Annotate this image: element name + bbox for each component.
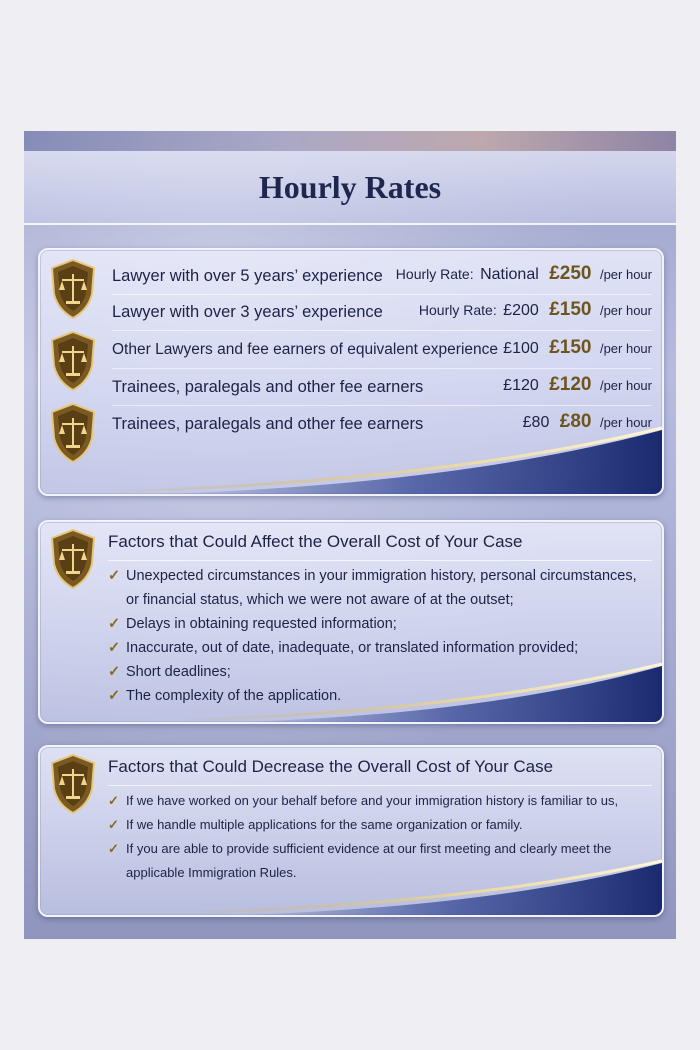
list-item <box>108 640 578 656</box>
rate-value-2: £250 <box>549 263 592 284</box>
scales-shield-icon <box>50 753 96 815</box>
rate-row <box>112 258 652 295</box>
check-icon: ✓ <box>108 664 121 680</box>
per-hour-label: /per hour <box>599 341 652 356</box>
rate-value-2: £150 <box>549 299 592 320</box>
item-text: If we handle multiple applications for the same organization or family. <box>126 817 523 832</box>
item-text: Unexpected circumstances in your immigration history, personal circumstances, <box>126 568 637 584</box>
decrease-heading: Factors that Could Decrease the Overall Cost of Your Case <box>108 757 554 776</box>
rate-values <box>501 337 652 359</box>
rate-values <box>521 411 652 433</box>
hourly-rate-label: Hourly Rate: <box>395 266 474 282</box>
page-title: Hourly Rates <box>258 169 442 205</box>
rate-value-2: £150 <box>549 337 592 358</box>
poster <box>24 131 676 939</box>
per-hour-label: /per hour <box>599 303 652 318</box>
item-text: Short deadlines; <box>126 664 231 680</box>
check-icon: ✓ <box>108 793 119 808</box>
rate-values <box>419 299 652 321</box>
rate-row <box>112 406 652 442</box>
list-item <box>108 568 637 584</box>
rates-panel <box>38 248 664 496</box>
list-item <box>108 793 618 809</box>
divider <box>108 785 652 786</box>
list-item <box>108 841 611 857</box>
rate-value-1: £120 <box>503 377 539 394</box>
affect-heading: Factors that Could Affect the Overall Cost of Your Case <box>108 532 523 551</box>
scales-shield-icon <box>50 330 96 392</box>
list-item-continuation <box>108 592 514 608</box>
item-text: applicable Immigration Rules. <box>126 865 297 880</box>
rate-label: Other Lawyers and fee earners of equivalent experience <box>112 341 499 358</box>
rate-values <box>501 374 652 396</box>
item-text: The complexity of the application. <box>126 688 342 704</box>
item-text: or financial status, which we were not aware of at the outset; <box>126 592 514 608</box>
check-icon: ✓ <box>108 817 119 832</box>
rate-value-1: £100 <box>503 340 539 357</box>
rate-row <box>112 369 652 406</box>
list-item-continuation <box>108 865 297 880</box>
rate-label: Trainees, paralegals and other fee earners <box>112 378 424 396</box>
check-icon: ✓ <box>108 616 121 632</box>
rate-label: Trainees, paralegals and other fee earners <box>112 415 424 433</box>
rate-label: Lawyer with over 5 years’ experience <box>112 267 383 285</box>
rate-value-2: £80 <box>559 411 592 432</box>
hourly-rate-label: Hourly Rate: <box>418 302 497 318</box>
check-icon: ✓ <box>108 688 121 704</box>
list-item <box>108 688 341 704</box>
check-icon: ✓ <box>108 841 119 856</box>
rate-value-1: £80 <box>522 414 550 431</box>
rate-value-1: National <box>480 266 539 283</box>
item-text: Inaccurate, out of date, inadequate, or translated information provided; <box>126 640 579 656</box>
list-item <box>108 616 397 632</box>
item-text: Delays in obtaining requested information; <box>126 616 397 632</box>
rate-row <box>112 332 652 369</box>
scales-shield-icon <box>50 528 96 590</box>
rate-row <box>112 294 652 331</box>
decrease-factors-panel <box>38 745 664 917</box>
rate-label: Lawyer with over 3 years’ experience <box>112 303 383 321</box>
divider <box>108 560 652 561</box>
per-hour-label: /per hour <box>599 415 652 430</box>
scales-shield-icon <box>50 402 96 464</box>
per-hour-label: /per hour <box>599 378 652 393</box>
skyline-strip <box>24 131 676 151</box>
rate-value-1: £200 <box>503 302 539 319</box>
list-item <box>108 664 231 680</box>
rate-value-2: £120 <box>549 374 592 395</box>
per-hour-label: /per hour <box>599 267 652 282</box>
check-icon: ✓ <box>108 640 121 656</box>
affect-factors-panel <box>38 520 664 724</box>
item-text: If we have worked on your behalf before and your immigration history is familiar to us, <box>126 793 619 808</box>
check-icon: ✓ <box>108 568 121 584</box>
item-text: If you are able to provide sufficient evidence at our first meeting and clearly meet the <box>126 841 612 856</box>
scales-shield-icon <box>50 258 96 320</box>
rate-values <box>396 263 652 285</box>
list-item <box>108 817 522 833</box>
